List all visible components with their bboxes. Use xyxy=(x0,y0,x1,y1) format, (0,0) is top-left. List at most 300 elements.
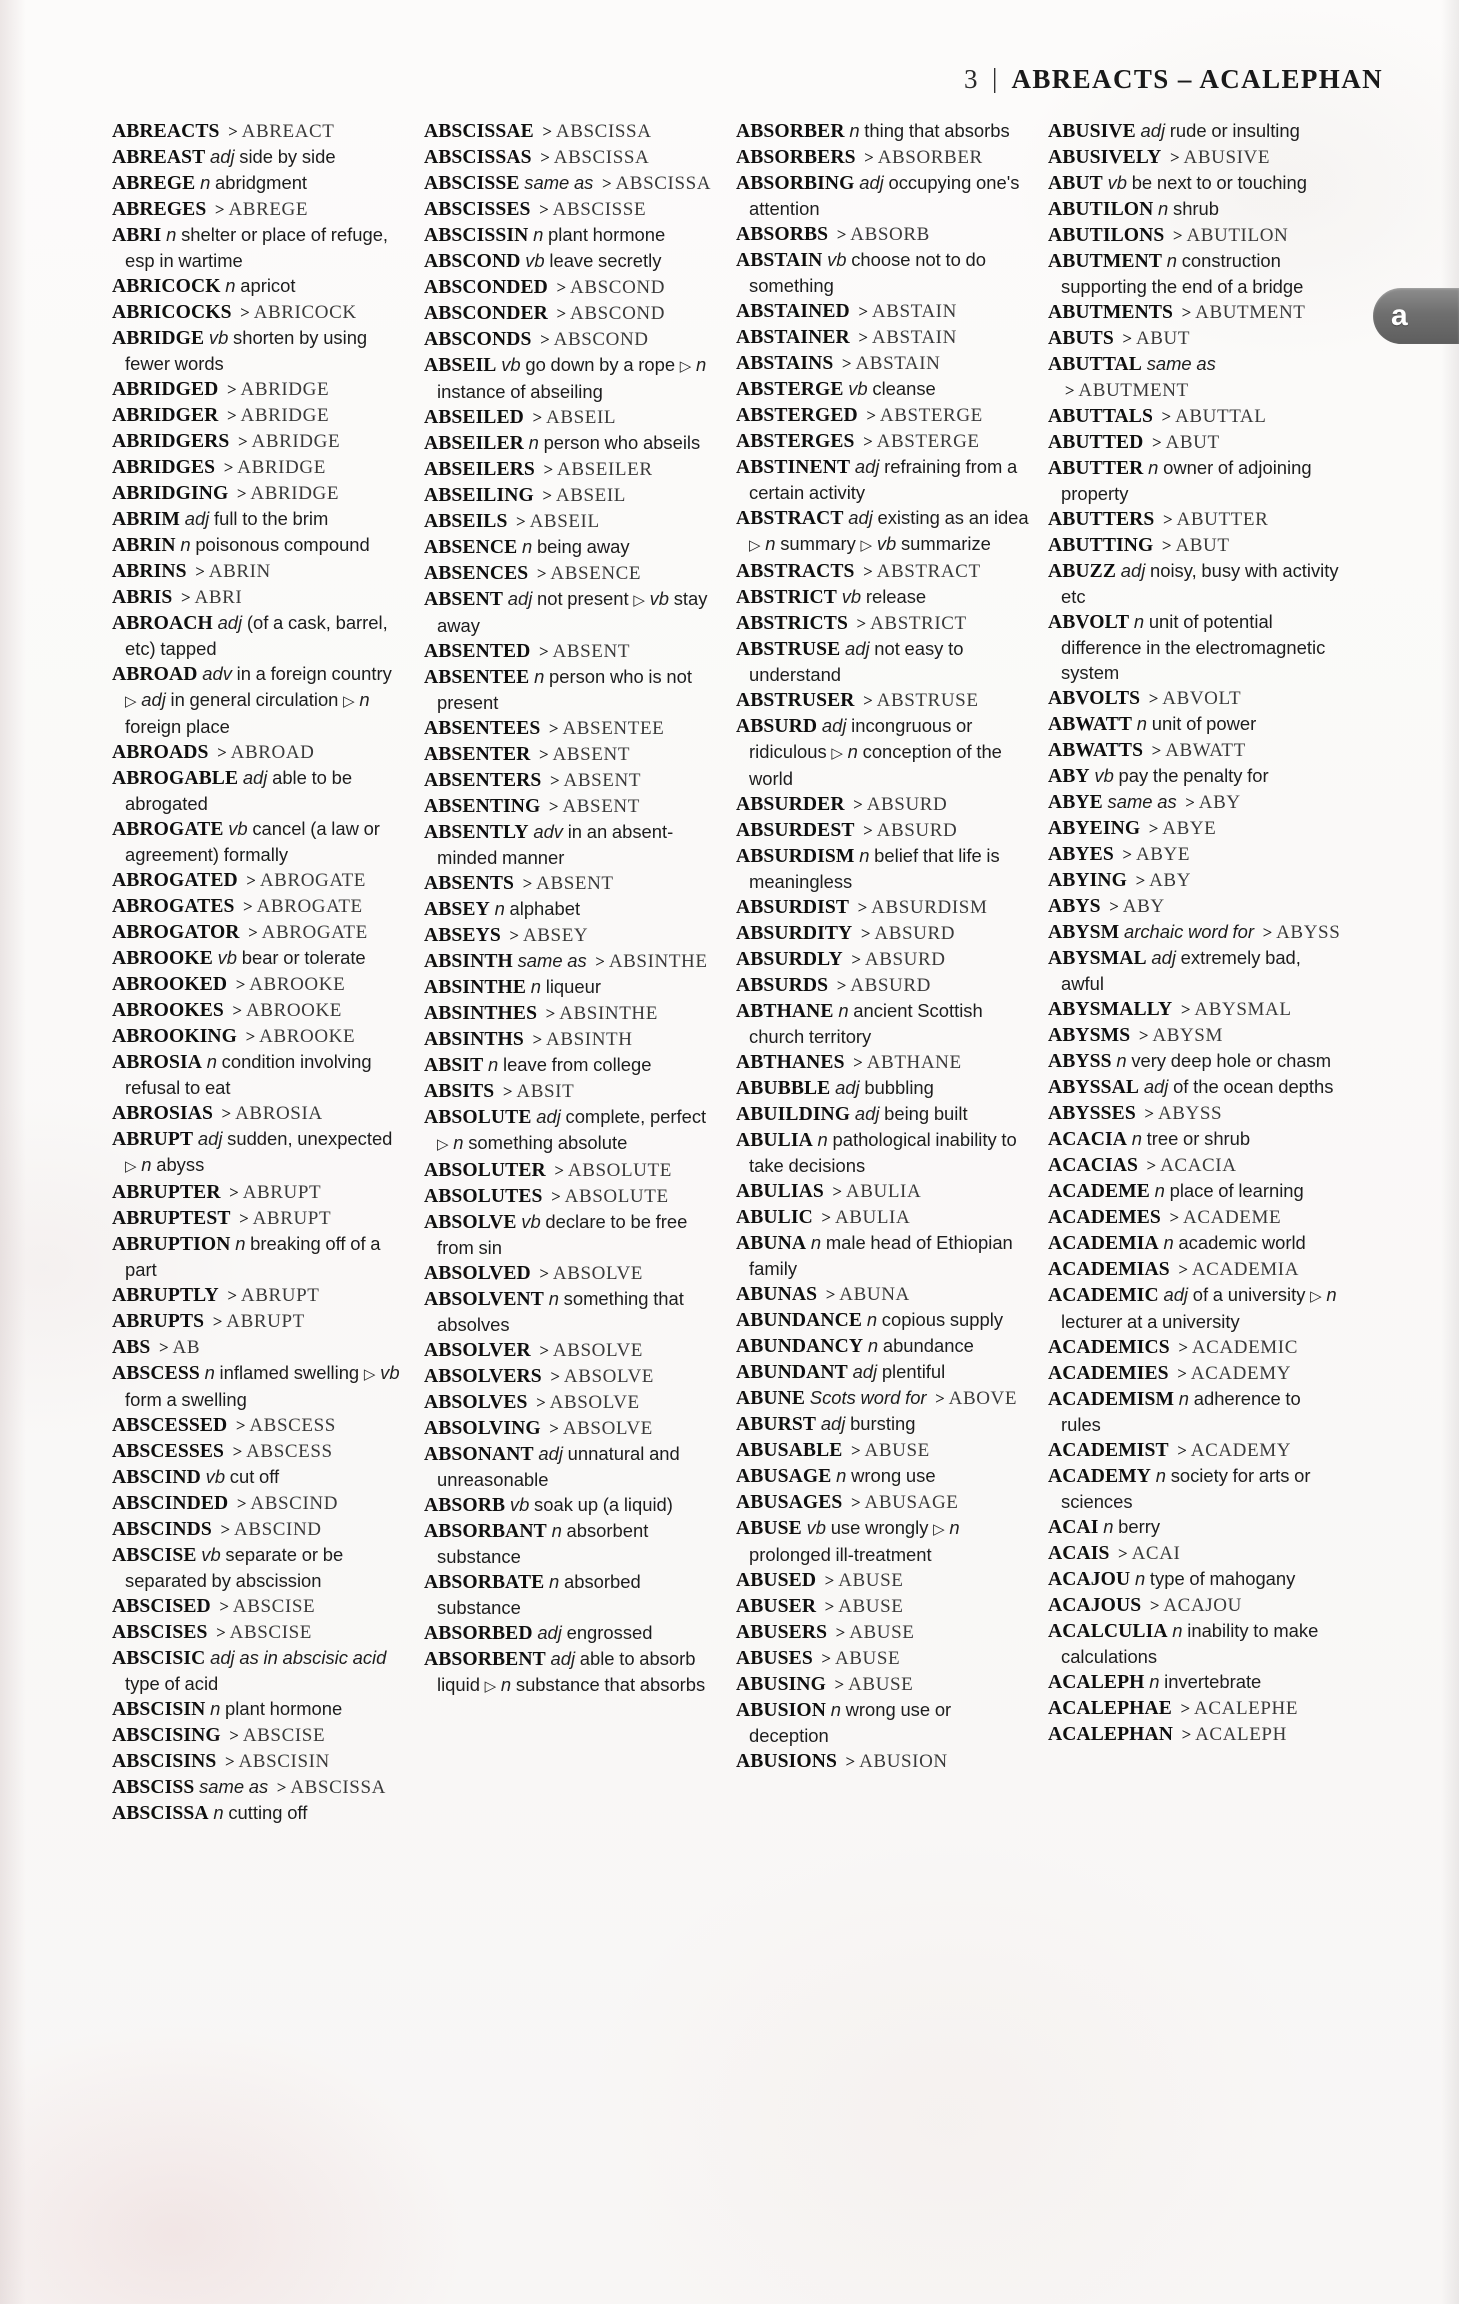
headword[interactable]: ABSENTED xyxy=(424,641,531,662)
headword[interactable]: ACAJOU xyxy=(1048,1569,1131,1590)
headword[interactable]: ABSENT xyxy=(424,589,504,610)
headword[interactable]: ABSEILED xyxy=(424,407,524,428)
cross-reference-word[interactable]: ABY xyxy=(1122,896,1165,917)
headword[interactable]: ABUSING xyxy=(736,1674,826,1695)
cross-reference-word[interactable]: ABSCISE xyxy=(229,1622,313,1643)
cross-reference-word[interactable]: ABSENT xyxy=(552,744,631,765)
headword[interactable]: ABSTAINED xyxy=(736,301,850,322)
cross-reference-word[interactable]: ABRIDGE xyxy=(240,379,330,400)
headword[interactable]: ABSTAINS xyxy=(736,353,834,374)
headword[interactable]: ABREAST xyxy=(112,147,206,168)
headword[interactable]: ABSTRACTS xyxy=(736,561,855,582)
cross-reference-word[interactable]: ABRIDGE xyxy=(251,431,341,452)
headword[interactable]: ABROAD xyxy=(112,664,198,685)
cross-reference-word[interactable]: ABWATT xyxy=(1165,740,1246,761)
headword[interactable]: ABROOKE xyxy=(112,948,213,969)
headword[interactable]: ACADEMIAS xyxy=(1048,1259,1170,1280)
headword[interactable]: ABSCONDER xyxy=(424,303,548,324)
cross-reference-word[interactable]: ABSEY xyxy=(522,925,589,946)
headword[interactable]: ABUNA xyxy=(736,1233,807,1254)
headword[interactable]: ABUTILON xyxy=(1048,199,1154,220)
cross-reference-word[interactable]: ABUSE xyxy=(849,1622,915,1643)
headword[interactable]: ABSCINDS xyxy=(112,1519,212,1540)
headword[interactable]: ABSURDS xyxy=(736,975,829,996)
headword[interactable]: ABSORBS xyxy=(736,224,829,245)
headword[interactable]: ABUTMENT xyxy=(1048,251,1163,272)
headword[interactable]: ABSCESSED xyxy=(112,1415,228,1436)
headword[interactable]: ABVOLT xyxy=(1048,612,1130,633)
headword[interactable]: ABUTTER xyxy=(1048,458,1144,479)
cross-reference-word[interactable]: ABSENCE xyxy=(550,563,642,584)
headword[interactable]: ABSOLVERS xyxy=(424,1366,542,1387)
headword[interactable]: ABSENCES xyxy=(424,563,529,584)
headword[interactable]: ABSCESS xyxy=(112,1363,200,1384)
headword[interactable]: ABSCISSAE xyxy=(424,121,534,142)
cross-reference-word[interactable]: ABULIA xyxy=(845,1181,922,1202)
cross-reference-word[interactable]: ABSURDISM xyxy=(871,897,988,918)
headword[interactable]: ABSTERGE xyxy=(736,379,844,400)
headword[interactable]: ABSCISED xyxy=(112,1596,211,1617)
headword[interactable]: ABUSIVE xyxy=(1048,121,1136,142)
cross-reference-word[interactable]: ABSENT xyxy=(552,641,631,662)
headword[interactable]: ABRINS xyxy=(112,561,187,582)
headword[interactable]: ABSORBING xyxy=(736,173,855,194)
cross-reference-word[interactable]: ABOVE xyxy=(948,1388,1018,1409)
headword[interactable]: ABSCISSA xyxy=(112,1803,209,1824)
headword[interactable]: ABYSS xyxy=(1048,1051,1112,1072)
headword[interactable]: ABUTTERS xyxy=(1048,509,1155,530)
cross-reference-word[interactable]: AB xyxy=(172,1337,201,1358)
cross-reference-word[interactable]: ABSCISSA xyxy=(555,121,652,142)
headword[interactable]: ABSCISSAS xyxy=(424,147,532,168)
headword[interactable]: ABSORBED xyxy=(424,1623,533,1644)
headword[interactable]: ABSIT xyxy=(424,1055,484,1076)
headword[interactable]: ABSURD xyxy=(736,716,818,737)
headword[interactable]: ABSINTHS xyxy=(424,1029,524,1050)
headword[interactable]: ABSOLUTE xyxy=(424,1107,532,1128)
headword[interactable]: ABYEING xyxy=(1048,818,1141,839)
headword[interactable]: ABSURDIST xyxy=(736,897,850,918)
cross-reference-word[interactable]: ABSENT xyxy=(536,873,614,894)
cross-reference-word[interactable]: ABUTMENT xyxy=(1195,302,1306,323)
headword[interactable]: ABUSABLE xyxy=(736,1440,843,1461)
cross-reference-word[interactable]: ABSTAIN xyxy=(871,327,957,348)
headword[interactable]: ABSORBATE xyxy=(424,1572,545,1593)
headword[interactable]: ABSCONDS xyxy=(424,329,532,350)
headword[interactable]: ABUNDANT xyxy=(736,1362,848,1383)
headword[interactable]: ABUSIONS xyxy=(736,1751,837,1772)
alphabet-thumb-tab-a[interactable] xyxy=(1373,288,1459,344)
headword[interactable]: ABSINTHE xyxy=(424,977,527,998)
headword[interactable]: ABRIDGED xyxy=(112,379,219,400)
cross-reference-word[interactable]: ABRIDGE xyxy=(250,483,340,504)
cross-reference-word[interactable]: ACADEMIC xyxy=(1191,1337,1298,1358)
headword[interactable]: ABSOLUTES xyxy=(424,1186,543,1207)
cross-reference-word[interactable]: ABYSS xyxy=(1157,1103,1223,1124)
headword[interactable]: ABTHANES xyxy=(736,1052,845,1073)
headword[interactable]: ACALEPH xyxy=(1048,1672,1145,1693)
cross-reference-word[interactable]: ABRIN xyxy=(208,561,271,582)
headword[interactable]: ACADEME xyxy=(1048,1181,1150,1202)
headword[interactable]: ABUTMENTS xyxy=(1048,302,1174,323)
headword[interactable]: ACADEMIA xyxy=(1048,1233,1159,1254)
cross-reference-word[interactable]: ABSURD xyxy=(866,794,948,815)
headword[interactable]: ABROGATED xyxy=(112,870,238,891)
cross-reference-word[interactable]: ABRUPT xyxy=(240,1285,320,1306)
headword[interactable]: ABSEILERS xyxy=(424,459,535,480)
cross-reference-word[interactable]: ABROOKE xyxy=(259,1026,356,1047)
cross-reference-word[interactable]: ABSOLVE xyxy=(552,1340,643,1361)
cross-reference-word[interactable]: ABSURD xyxy=(850,975,931,996)
headword[interactable]: ABSITS xyxy=(424,1081,495,1102)
cross-reference-word[interactable]: ABSCISIN xyxy=(238,1751,330,1772)
headword[interactable]: ACADEMIC xyxy=(1048,1285,1159,1306)
cross-reference-word[interactable]: ABSTAIN xyxy=(855,353,941,374)
headword[interactable]: ABROOKING xyxy=(112,1026,238,1047)
cross-reference-word[interactable]: ABSINTH xyxy=(546,1029,633,1050)
cross-reference-word[interactable]: ABYE xyxy=(1135,844,1191,865)
cross-reference-word[interactable]: ABUSAGE xyxy=(864,1492,959,1513)
cross-reference-word[interactable]: ABSEIL xyxy=(529,511,600,532)
headword[interactable]: ABSCISS xyxy=(112,1777,195,1798)
headword[interactable]: ABRIDGE xyxy=(112,328,205,349)
headword[interactable]: ACALEPHAE xyxy=(1048,1698,1172,1719)
cross-reference-word[interactable]: ABUTTER xyxy=(1176,509,1269,530)
headword[interactable]: ABS xyxy=(112,1337,151,1358)
cross-reference-word[interactable]: ABSCIND xyxy=(250,1493,339,1514)
headword[interactable]: ACALCULIA xyxy=(1048,1621,1168,1642)
headword[interactable]: ABRIS xyxy=(112,587,173,608)
cross-reference-word[interactable]: ABROGATE xyxy=(259,870,366,891)
cross-reference-word[interactable]: ABSCESS xyxy=(246,1441,333,1462)
cross-reference-word[interactable]: ABROSIA xyxy=(235,1103,323,1124)
headword[interactable]: ABSEY xyxy=(424,899,490,920)
cross-reference-word[interactable]: ABSOLVE xyxy=(549,1392,640,1413)
cross-reference-word[interactable]: ABROOKE xyxy=(245,1000,343,1021)
cross-reference-word[interactable]: ABSEIL xyxy=(555,485,627,506)
headword[interactable]: ABWATTS xyxy=(1048,740,1144,761)
cross-reference-word[interactable]: ABY xyxy=(1149,870,1192,891)
cross-reference-word[interactable]: ABSOLVE xyxy=(562,1418,653,1439)
cross-reference-word[interactable]: ABSENT xyxy=(562,796,640,817)
headword[interactable]: ABUTS xyxy=(1048,328,1114,349)
headword[interactable]: ABROGABLE xyxy=(112,768,239,789)
headword[interactable]: ABUTTED xyxy=(1048,432,1144,453)
headword[interactable]: ABSCISE xyxy=(112,1545,197,1566)
headword[interactable]: ABRIDGERS xyxy=(112,431,230,452)
headword[interactable]: ABYES xyxy=(1048,844,1114,865)
headword[interactable]: ABUSE xyxy=(736,1518,802,1539)
cross-reference-word[interactable]: ABSENT xyxy=(563,770,642,791)
headword[interactable]: ACADEMIES xyxy=(1048,1363,1169,1384)
cross-reference-word[interactable]: ABSENTEE xyxy=(562,718,665,739)
cross-reference-word[interactable]: ABUT xyxy=(1165,432,1220,453)
headword[interactable]: ABSOLVES xyxy=(424,1392,528,1413)
headword[interactable]: ABSCISES xyxy=(112,1622,208,1643)
headword[interactable]: ABUSERS xyxy=(736,1622,828,1643)
headword[interactable]: ABSOLVENT xyxy=(424,1289,544,1310)
cross-reference-word[interactable]: ABSINTHE xyxy=(608,951,708,972)
headword[interactable]: ABROSIA xyxy=(112,1052,202,1073)
cross-reference-word[interactable]: ACAJOU xyxy=(1163,1595,1242,1616)
headword[interactable]: ABUT xyxy=(1048,173,1103,194)
headword[interactable]: ABRUPTEST xyxy=(112,1208,231,1229)
headword[interactable]: ABREGES xyxy=(112,199,207,220)
headword[interactable]: ABSINTHES xyxy=(424,1003,538,1024)
headword[interactable]: ABYSMALLY xyxy=(1048,999,1173,1020)
headword[interactable]: ABSENTS xyxy=(424,873,515,894)
cross-reference-word[interactable]: ACADEMY xyxy=(1190,1440,1292,1461)
headword[interactable]: ABUSAGES xyxy=(736,1492,843,1513)
cross-reference-word[interactable]: ABROOKE xyxy=(249,974,346,995)
headword[interactable]: ABROACH xyxy=(112,613,213,634)
headword[interactable]: ABYSSES xyxy=(1048,1103,1136,1124)
headword[interactable]: ABUNE xyxy=(736,1388,806,1409)
headword[interactable]: ABSTRICTS xyxy=(736,613,848,634)
headword[interactable]: ACAIS xyxy=(1048,1543,1110,1564)
cross-reference-word[interactable]: ACADEMIA xyxy=(1191,1259,1300,1280)
cross-reference-word[interactable]: ABUSE xyxy=(834,1648,901,1669)
headword[interactable]: ABROOKES xyxy=(112,1000,224,1021)
headword[interactable]: ABSCIND xyxy=(112,1467,201,1488)
cross-reference-word[interactable]: ABUSE xyxy=(848,1674,914,1695)
headword[interactable]: ABSEYS xyxy=(424,925,501,946)
headword[interactable]: ABSURDLY xyxy=(736,949,843,970)
headword[interactable]: ABSENTERS xyxy=(424,770,542,791)
headword[interactable]: ABRIDGES xyxy=(112,457,216,478)
cross-reference-word[interactable]: ABSTRUSE xyxy=(876,690,979,711)
headword[interactable]: ABSENTEE xyxy=(424,667,530,688)
cross-reference-word[interactable]: ABRUPT xyxy=(242,1182,322,1203)
cross-reference-word[interactable]: ABSOLUTE xyxy=(567,1160,672,1181)
headword[interactable]: ABRICOCKS xyxy=(112,302,232,323)
headword[interactable]: ABSENTLY xyxy=(424,822,529,843)
headword[interactable]: ABRIN xyxy=(112,535,176,556)
headword[interactable]: ABYS xyxy=(1048,896,1101,917)
headword[interactable]: ABRUPTLY xyxy=(112,1285,219,1306)
cross-reference-word[interactable]: ABSTRICT xyxy=(870,613,967,634)
cross-reference-word[interactable]: ABULIA xyxy=(834,1207,911,1228)
headword[interactable]: ABSORBER xyxy=(736,121,845,142)
headword[interactable]: ABYSSAL xyxy=(1048,1077,1140,1098)
headword[interactable]: ABRUPTS xyxy=(112,1311,205,1332)
cross-reference-word[interactable]: ABSURD xyxy=(874,923,956,944)
headword[interactable]: ACADEMICS xyxy=(1048,1337,1170,1358)
cross-reference-word[interactable]: ABUTMENT xyxy=(1078,380,1189,401)
cross-reference-word[interactable]: ABRIDGE xyxy=(237,457,326,478)
cross-reference-word[interactable]: ABVOLT xyxy=(1162,688,1242,709)
headword[interactable]: ACAI xyxy=(1048,1517,1099,1538)
cross-reference-word[interactable]: ABSCISE xyxy=(232,1596,316,1617)
cross-reference-word[interactable]: ACACIA xyxy=(1160,1155,1237,1176)
cross-reference-word[interactable]: ABSCISSA xyxy=(615,173,712,194)
cross-reference-word[interactable]: ABSURD xyxy=(876,820,958,841)
cross-reference-word[interactable]: ABUSE xyxy=(838,1596,904,1617)
headword[interactable]: ABSCISIC xyxy=(112,1648,206,1669)
headword[interactable]: ABSOLVE xyxy=(424,1212,517,1233)
headword[interactable]: ABSCINDED xyxy=(112,1493,229,1514)
headword[interactable]: ABYSM xyxy=(1048,922,1120,943)
headword[interactable]: ABSCONDED xyxy=(424,277,548,298)
cross-reference-word[interactable]: ABYSS xyxy=(1276,922,1341,943)
cross-reference-word[interactable]: ABROGATE xyxy=(261,922,368,943)
headword[interactable]: ABUSAGE xyxy=(736,1466,832,1487)
headword[interactable]: ABULIAS xyxy=(736,1181,824,1202)
headword[interactable]: ABSCISSIN xyxy=(424,225,529,246)
cross-reference-word[interactable]: ABSCOND xyxy=(553,329,649,350)
headword[interactable]: ABUNDANCY xyxy=(736,1336,864,1357)
headword[interactable]: ABRIM xyxy=(112,509,180,530)
headword[interactable]: ABROGATOR xyxy=(112,922,240,943)
cross-reference-word[interactable]: ABSCOND xyxy=(570,277,666,298)
headword[interactable]: ABURST xyxy=(736,1414,817,1435)
headword[interactable]: ABREGE xyxy=(112,173,196,194)
headword[interactable]: ABROADS xyxy=(112,742,209,763)
cross-reference-word[interactable]: ABUTILON xyxy=(1186,225,1289,246)
cross-reference-word[interactable]: ACAI xyxy=(1131,1543,1181,1564)
headword[interactable]: ABSEILS xyxy=(424,511,508,532)
headword[interactable]: ABUZZ xyxy=(1048,561,1117,582)
headword[interactable]: ACADEMIST xyxy=(1048,1440,1169,1461)
cross-reference-word[interactable]: ABSCESS xyxy=(249,1415,336,1436)
headword[interactable]: ABSTERGED xyxy=(736,405,858,426)
headword[interactable]: ABUSION xyxy=(736,1700,826,1721)
cross-reference-word[interactable]: ABSOLVE xyxy=(552,1263,643,1284)
headword[interactable]: ABSORB xyxy=(424,1495,506,1516)
headword[interactable]: ABUTTING xyxy=(1048,535,1154,556)
headword[interactable]: ABSENTEES xyxy=(424,718,541,739)
cross-reference-word[interactable]: ABROGATE xyxy=(256,896,363,917)
cross-reference-word[interactable]: ABSTERGE xyxy=(879,405,983,426)
cross-reference-word[interactable]: ABUSION xyxy=(859,1751,948,1772)
headword[interactable]: ACADEMY xyxy=(1048,1466,1152,1487)
headword[interactable]: ABULIA xyxy=(736,1130,813,1151)
cross-reference-word[interactable]: ACALEPHE xyxy=(1194,1698,1299,1719)
headword[interactable]: ABRUPTION xyxy=(112,1234,231,1255)
headword[interactable]: ABSURDISM xyxy=(736,846,855,867)
cross-reference-word[interactable]: ABSCISSA xyxy=(553,147,650,168)
headword[interactable]: ABSCESSES xyxy=(112,1441,224,1462)
cross-reference-word[interactable]: ABUSE xyxy=(864,1440,930,1461)
headword[interactable]: ABUTTALS xyxy=(1048,406,1153,427)
headword[interactable]: ABSOLVING xyxy=(424,1418,541,1439)
headword[interactable]: ABRUPT xyxy=(112,1129,194,1150)
headword[interactable]: ABSTAIN xyxy=(736,250,823,271)
headword[interactable]: ACACIAS xyxy=(1048,1155,1138,1176)
headword[interactable]: ABRIDGING xyxy=(112,483,229,504)
cross-reference-word[interactable]: ABY xyxy=(1198,792,1241,813)
headword[interactable]: ABY xyxy=(1048,766,1090,787)
cross-reference-word[interactable]: ABRICOCK xyxy=(253,302,357,323)
cross-reference-word[interactable]: ABUT xyxy=(1175,535,1230,556)
headword[interactable]: ABSORBANT xyxy=(424,1521,547,1542)
headword[interactable]: ABSCISING xyxy=(112,1725,221,1746)
headword[interactable]: ABYE xyxy=(1048,792,1103,813)
headword[interactable]: ABULIC xyxy=(736,1207,813,1228)
cross-reference-word[interactable]: ABSEILER xyxy=(557,459,653,480)
headword[interactable]: ABSOLVED xyxy=(424,1263,531,1284)
headword[interactable]: ABSTRACT xyxy=(736,508,844,529)
headword[interactable]: ABSURDER xyxy=(736,794,845,815)
headword[interactable]: ABUILDING xyxy=(736,1104,851,1125)
headword[interactable]: ABTHANE xyxy=(736,1001,834,1022)
cross-reference-word[interactable]: ACADEME xyxy=(1183,1207,1282,1228)
headword[interactable]: ABSTERGES xyxy=(736,431,855,452)
cross-reference-word[interactable]: ABUNA xyxy=(839,1284,910,1305)
headword[interactable]: ABSEIL xyxy=(424,355,497,376)
headword[interactable]: ABSENTING xyxy=(424,796,541,817)
cross-reference-word[interactable]: ABRIDGE xyxy=(240,405,330,426)
cross-reference-word[interactable]: ABSURD xyxy=(864,949,946,970)
cross-reference-word[interactable]: ABSOLUTE xyxy=(564,1186,669,1207)
cross-reference-word[interactable]: ABSCOND xyxy=(570,303,666,324)
headword[interactable]: ABSURDITY xyxy=(736,923,853,944)
cross-reference-word[interactable]: ABYSMAL xyxy=(1194,999,1292,1020)
headword[interactable]: ACAJOUS xyxy=(1048,1595,1142,1616)
cross-reference-word[interactable]: ABUSE xyxy=(838,1570,904,1591)
headword[interactable]: ABSORBENT xyxy=(424,1649,546,1670)
cross-reference-word[interactable]: ABRI xyxy=(194,587,243,608)
headword[interactable]: ABSTRUSE xyxy=(736,639,841,660)
cross-reference-word[interactable]: ABSTAIN xyxy=(871,301,957,322)
cross-reference-word[interactable]: ABSCISSA xyxy=(290,1777,386,1798)
headword[interactable]: ABREACTS xyxy=(112,121,220,142)
headword[interactable]: ABRI xyxy=(112,225,162,246)
cross-reference-word[interactable]: ACALEPH xyxy=(1195,1724,1287,1745)
cross-reference-word[interactable]: ABRUPT xyxy=(226,1311,305,1332)
headword[interactable]: ABROGATE xyxy=(112,819,224,840)
headword[interactable]: ACACIA xyxy=(1048,1129,1127,1150)
cross-reference-word[interactable]: ABTHANE xyxy=(866,1052,962,1073)
headword[interactable]: ABSCISIN xyxy=(112,1699,206,1720)
headword[interactable]: ABUBBLE xyxy=(736,1078,831,1099)
headword[interactable]: ABUTILONS xyxy=(1048,225,1165,246)
headword[interactable]: ABSONANT xyxy=(424,1444,534,1465)
cross-reference-word[interactable]: ABSINTHE xyxy=(559,1003,658,1024)
headword[interactable]: ABUNAS xyxy=(736,1284,818,1305)
cross-reference-word[interactable]: ABYE xyxy=(1162,818,1217,839)
headword[interactable]: ABSTINENT xyxy=(736,457,851,478)
headword[interactable]: ABSCISSE xyxy=(424,173,520,194)
headword[interactable]: ABYSMAL xyxy=(1048,948,1147,969)
headword[interactable]: ABYING xyxy=(1048,870,1127,891)
headword[interactable]: ABUSIVELY xyxy=(1048,147,1162,168)
cross-reference-word[interactable]: ABSEIL xyxy=(546,407,617,428)
headword[interactable]: ABSEILER xyxy=(424,433,524,454)
headword[interactable]: ABSENTER xyxy=(424,744,531,765)
headword[interactable]: ABROSIAS xyxy=(112,1103,213,1124)
headword[interactable]: ABSTRUSER xyxy=(736,690,855,711)
cross-reference-word[interactable]: ABSIT xyxy=(516,1081,575,1102)
headword[interactable]: ABUSED xyxy=(736,1570,817,1591)
cross-reference-word[interactable]: ABSORBER xyxy=(877,147,983,168)
cross-reference-word[interactable]: ABSTERGE xyxy=(876,431,980,452)
headword[interactable]: ABSCISINS xyxy=(112,1751,217,1772)
cross-reference-word[interactable]: ABSOLVE xyxy=(563,1366,654,1387)
headword[interactable]: ABSINTH xyxy=(424,951,513,972)
headword[interactable]: ABSTAINER xyxy=(736,327,850,348)
headword[interactable]: ABRIDGER xyxy=(112,405,219,426)
cross-reference-word[interactable]: ABROAD xyxy=(230,742,315,763)
cross-reference-word[interactable]: ABSTRACT xyxy=(876,561,981,582)
cross-reference-word[interactable]: ABUSIVE xyxy=(1183,147,1271,168)
headword[interactable]: ABSOLVER xyxy=(424,1340,531,1361)
headword[interactable]: ABSCISSES xyxy=(424,199,531,220)
cross-reference-word[interactable]: ABSCISSE xyxy=(552,199,647,220)
cross-reference-word[interactable]: ABRUPT xyxy=(252,1208,332,1229)
headword[interactable]: ABSENCE xyxy=(424,537,518,558)
headword[interactable]: ACADEMES xyxy=(1048,1207,1161,1228)
